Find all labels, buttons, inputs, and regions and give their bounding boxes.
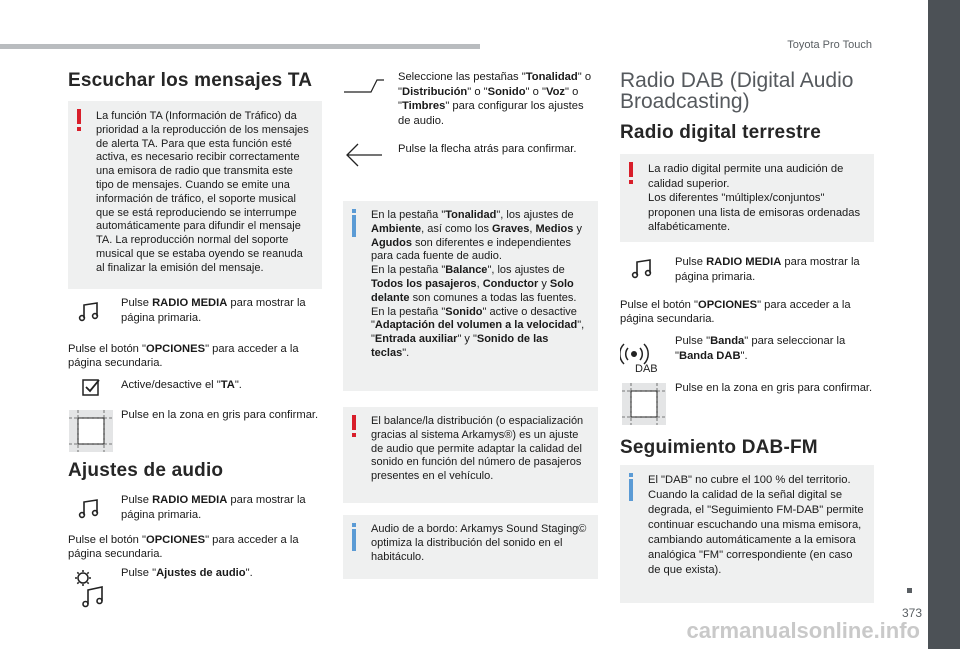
dab-title (620, 70, 853, 112)
balance-warning-text: El balance/la distribución (o espacialización gracias al sistema Arkamys®) es un ajuste de audio que permite adaptar la calidad del sonido en función del número de pasajeros presentes en el vehículo. (371, 415, 584, 483)
section-title-ta: Escuchar los mensajes TA (68, 70, 313, 91)
warning-icon (629, 162, 633, 177)
step-toggle-ta: Active/desactive el "TA". (121, 379, 242, 391)
ta-warning-box (68, 101, 322, 289)
step-options: Pulse el botón "OPCIONES" para acceder a la página secundaria. (68, 343, 299, 369)
watermark: carmanualsonline.info (686, 618, 920, 643)
checkbox-icon (82, 379, 100, 397)
arkamys-info-text: Audio de a bordo: Arkamys Sound Staging© optimiza la distribución del sonido en el habitáculo. (371, 523, 587, 563)
balance-warning-box (343, 407, 598, 503)
music-note-icon (631, 258, 653, 280)
audio-step-options: Pulse el botón "OPCIONES" para acceder a la página secundaria. (68, 534, 299, 560)
audio-step-radio-media: Pulse RADIO MEDIA para mostrar la página primaria. (121, 494, 306, 521)
info-icon (352, 529, 356, 551)
tonalidad-info-box (343, 201, 598, 391)
info-sonido: En la pestaña "Sonido" active o desactive "Adaptación del volumen a la velocidad", "Entrada auxiliar" y "Sonido de las teclas". (371, 305, 585, 359)
terrestre-warning-line-2: Los diferentes "múltiplex/conjuntos" proponen una lista de emisoras ordenadas alfabéticamente. (648, 192, 861, 233)
header-title: Toyota Pro Touch (787, 39, 872, 51)
music-note-icon (78, 498, 100, 520)
ta-warning-text: La función TA (Información de Tráfico) da prioridad a la reproducción de los mensajes de alerta TA. Para que esta función esté activa, es necesario recibir correctamente una emisora de radio que transmita este tipo de mensajes. Cuando se emite una información de tráfico, el soporte musical que se está reproduciendo se interrumpe automáticamente para difundir el mensaje TA. La reproducción normal del soporte musical que se estaba oyendo se reanuda al finalizar la emisión del mensaje. (96, 110, 309, 274)
step-banda-dab: Pulse "Banda" para seleccionar la "Banda DAB". (675, 335, 846, 362)
page-edge-tab (928, 0, 960, 649)
section-title-fm: Seguimiento DAB-FM (620, 437, 818, 458)
fm-info-text: El "DAB" no cubre el 100 % del territorio. Cuando la calidad de la señal digital se degrada, el "Seguimiento FM-DAB" permite continuar escuchando una misma emisora, cambiando automáticamente a la emisora analógica "FM" correspondiente (en caso de que exista). (648, 474, 864, 576)
warning-icon (77, 109, 81, 124)
dab-title-line-2: Broadcasting) (620, 90, 750, 113)
continue-mark (907, 588, 912, 593)
step-gray-confirm: Pulse en la zona en gris para confirmar. (121, 409, 319, 421)
audio-step-settings: Pulse "Ajustes de audio". (121, 567, 253, 579)
tabs-icon (343, 78, 385, 94)
step-select-tabs: Seleccione las pestañas "Tonalidad" o "Distribución" o "Sonido" o "Voz" o "Timbres" para configurar los ajustes de audio. (398, 71, 592, 127)
dab-title-line-1: Radio DAB (Digital Audio (620, 69, 854, 92)
section-title-terrestre: Radio digital terrestre (620, 122, 821, 143)
terrestre-warning-line-1: La radio digital permite una audición de calidad superior. (648, 163, 844, 190)
section-title-audio: Ajustes de audio (68, 460, 224, 481)
page-number: 373 (901, 606, 922, 620)
gray-zone-icon (69, 410, 113, 452)
dab-radio-icon (620, 334, 664, 374)
gray-zone-icon (622, 383, 666, 425)
music-note-icon (78, 301, 100, 323)
header-rule (0, 44, 480, 49)
audio-settings-icon (72, 568, 106, 608)
info-tonalidad: En la pestaña "Tonalidad", los ajustes de Ambiente, así como los Graves, Medios y Agudos son diferentes e independientes para cada fuente de audio. (371, 209, 582, 263)
info-balance: En la pestaña "Balance", los ajustes de Todos los pasajeros, Conductor y Solo delante son comunes a todas las fuentes. (371, 264, 577, 304)
warning-icon (352, 415, 356, 430)
terrestre-warning-box (620, 154, 874, 242)
arkamys-info-box (343, 515, 598, 579)
step-radio-media: Pulse RADIO MEDIA para mostrar la página primaria. (121, 297, 306, 324)
back-arrow-icon (344, 142, 384, 168)
dab-step-radio-media: Pulse RADIO MEDIA para mostrar la página primaria. (675, 256, 860, 283)
info-icon (629, 479, 633, 501)
dab-icon-label: DAB (635, 363, 658, 374)
dab-step-gray-confirm: Pulse en la zona en gris para confirmar. (675, 382, 873, 394)
info-icon (352, 215, 356, 237)
step-back-confirm: Pulse la flecha atrás para confirmar. (398, 143, 577, 155)
dab-step-options: Pulse el botón "OPCIONES" para acceder a la página secundaria. (620, 299, 851, 325)
fm-info-box (620, 465, 874, 603)
